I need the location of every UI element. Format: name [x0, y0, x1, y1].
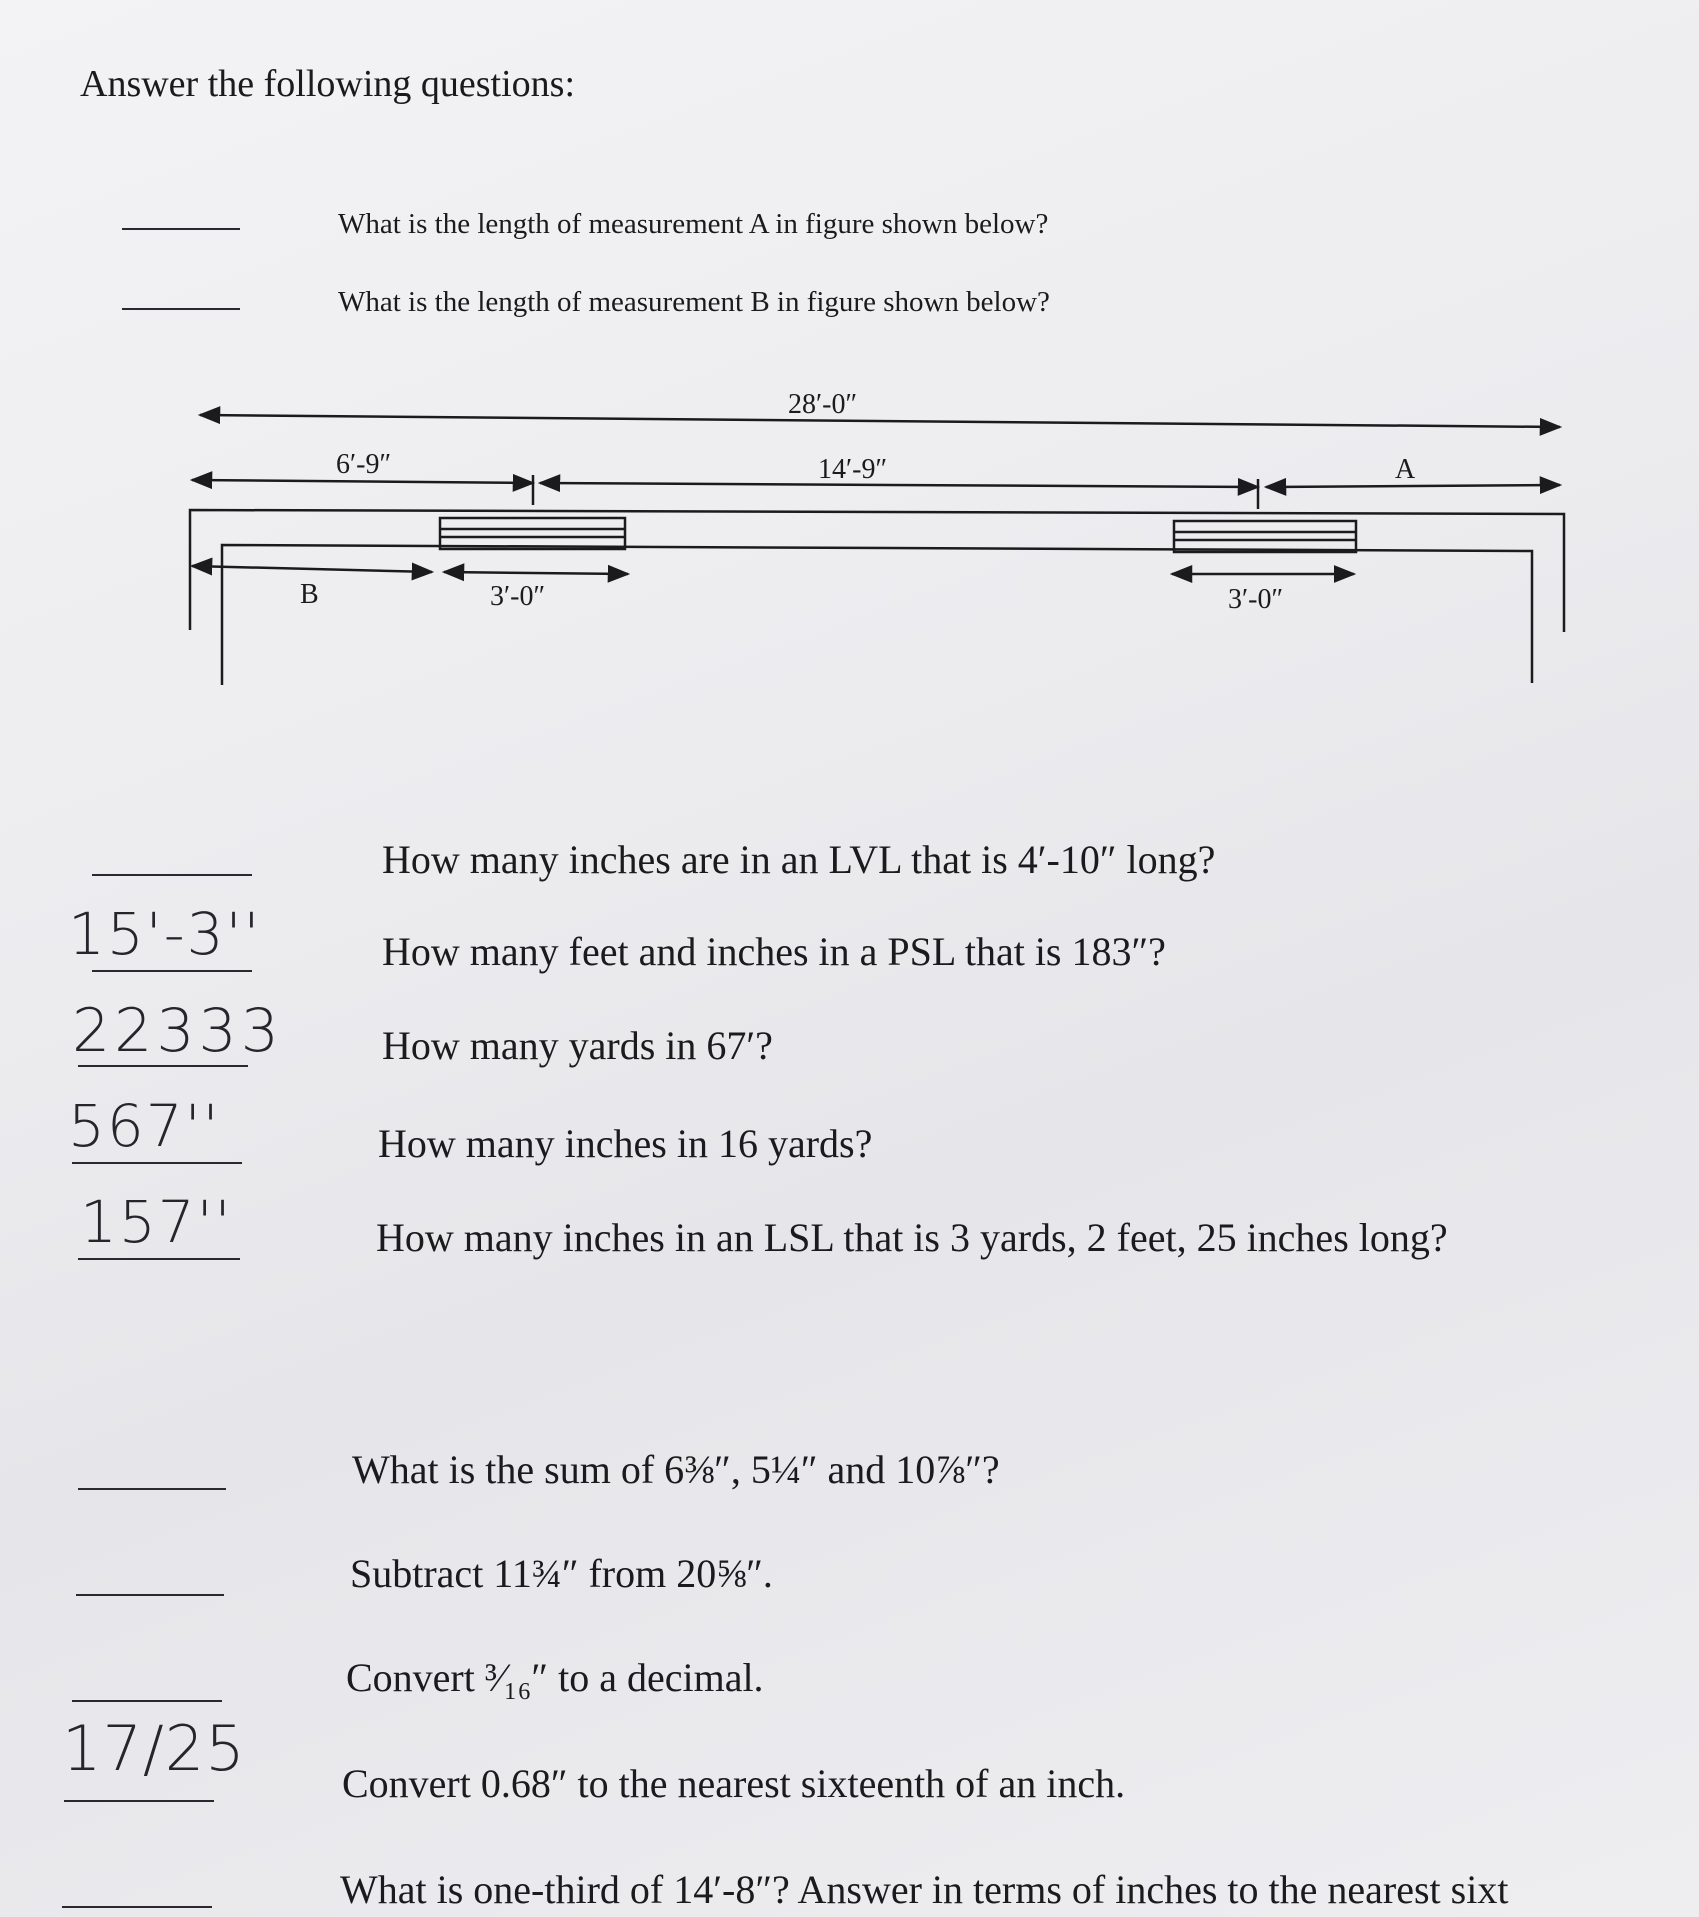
left-header-dimension-line	[444, 572, 628, 574]
left-header	[440, 518, 625, 549]
answer-blank-5[interactable]	[78, 1065, 248, 1067]
left-span-label: 6′-9″	[336, 449, 392, 480]
answer-blank-6[interactable]	[72, 1162, 242, 1164]
answer-blank-10[interactable]	[72, 1700, 222, 1702]
worksheet-heading: Answer the following questions:	[80, 63, 576, 105]
right-span-label: A	[1395, 454, 1416, 485]
right-header	[1174, 521, 1356, 552]
question-11: Convert 0.68″ to the nearest sixteenth of an inch.	[342, 1761, 1126, 1806]
right-span-dimension-line	[1266, 485, 1560, 487]
question-12: What is one-third of 14′-8″? Answer in terms of inches to the nearest sixt	[340, 1867, 1509, 1912]
question-1: What is the length of measurement A in figure shown below?	[338, 208, 1049, 240]
answer-blank-12[interactable]	[62, 1906, 212, 1908]
handwritten-answer-7: 157''	[80, 1188, 233, 1256]
handwritten-answer-11: 17/25	[62, 1712, 246, 1785]
inner-wall	[222, 545, 1532, 685]
right-header-label: 3′-0″	[1228, 584, 1284, 615]
question-3: How many inches are in an LVL that is 4′-10″ long?	[382, 837, 1216, 882]
answer-blank-11[interactable]	[64, 1800, 214, 1802]
answer-blank-9[interactable]	[76, 1594, 224, 1596]
middle-span-dimension-line	[540, 483, 1258, 487]
handwritten-answer-4: 15'-3''	[68, 900, 262, 968]
answer-blank-8[interactable]	[78, 1488, 226, 1490]
question-5: How many yards in 67′?	[382, 1023, 773, 1068]
question-10: Convert ³⁄₁₆″ to a decimal.	[346, 1655, 764, 1700]
left-span-dimension-line	[192, 480, 533, 483]
answer-blank-1[interactable]	[122, 228, 240, 230]
overall-dimension-line	[200, 415, 1560, 427]
b-label: B	[300, 579, 319, 610]
question-9: Subtract 11¾″ from 20⅝″.	[350, 1551, 773, 1596]
handwritten-answer-5: 22333	[72, 996, 283, 1066]
b-dimension-line	[192, 566, 432, 572]
measurement-figure	[0, 380, 1699, 1100]
handwritten-answer-6: 567''	[68, 1092, 221, 1160]
question-7: How many inches in an LSL that is 3 yards, 2 feet, 25 inches long?	[376, 1215, 1448, 1260]
answer-blank-7[interactable]	[78, 1258, 240, 1260]
overall-label: 28′-0″	[788, 389, 858, 420]
question-6: How many inches in 16 yards?	[378, 1121, 873, 1166]
question-2: What is the length of measurement B in figure shown below?	[338, 286, 1050, 318]
left-header-label: 3′-0″	[490, 581, 546, 612]
answer-blank-3[interactable]	[92, 874, 252, 876]
question-4: How many feet and inches in a PSL that is 183″?	[382, 929, 1166, 974]
question-8: What is the sum of 6⅜″, 5¼″ and 10⅞″?	[352, 1447, 1000, 1492]
middle-span-label: 14′-9″	[818, 454, 888, 485]
answer-blank-2[interactable]	[122, 308, 240, 310]
answer-blank-4[interactable]	[92, 970, 252, 972]
